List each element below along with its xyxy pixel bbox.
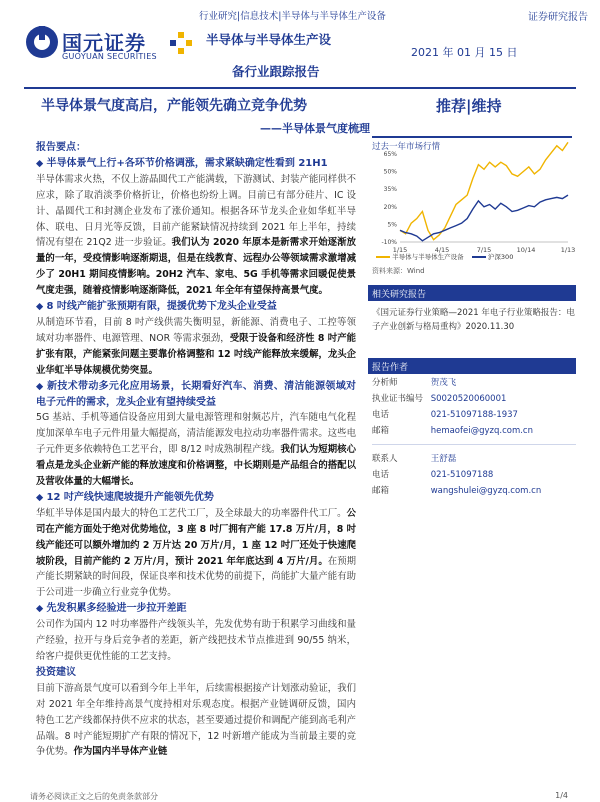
header-tags: 行业研究|信息技术|半导体与半导体生产设备 bbox=[199, 11, 386, 22]
x-tick-label: 1/13 bbox=[560, 246, 576, 254]
contact-email[interactable]: wangshulei@gyzq.com.cn bbox=[430, 486, 542, 496]
logo-text-en: GUOYUAN SECURITIES bbox=[62, 52, 157, 61]
analyst-row-name bbox=[372, 376, 456, 388]
paragraph-1 bbox=[36, 156, 356, 299]
contact-phone: 021-51097188 bbox=[430, 470, 494, 480]
point-3-text: 5G 基站、手机等通信设备应用到大量电源管理和射频芯片，汽车随电气化程度加深单车电子元件用量大幅提高，清洁能源发电拉动功率器件需求。这些电子元件更多依赖特色工艺平台，即 8/12 吋成熟制程产线。 bbox=[36, 412, 356, 456]
header-divider bbox=[24, 87, 576, 89]
y-tick-label: 35% bbox=[383, 186, 397, 194]
report-date: 2021 年 01 月 15 日 bbox=[411, 46, 518, 59]
point-3-bold: 我们认为短期核心看点是龙头企业新产能的释放速度和价格调整，中长期则是产品组合的搭配以及营收体量的大幅增长。 bbox=[36, 444, 356, 488]
series-line-hs300 bbox=[400, 195, 568, 241]
legend-label-b: 沪深300 bbox=[487, 253, 514, 261]
industry-name: 半导体与半导体生产设 bbox=[206, 32, 332, 47]
bullet-icon: ◆ bbox=[36, 491, 47, 503]
point-1-heading: 半导体景气上行+各环节价格调涨，需求紧缺确定性看到 21H1 bbox=[46, 157, 328, 169]
cert-label: 执业证书编号 bbox=[372, 394, 424, 404]
bullet-icon: ◆ bbox=[36, 157, 47, 169]
related-heading: 相关研究报告 bbox=[368, 285, 576, 301]
report-type-label: 证券研究报告 bbox=[528, 12, 588, 23]
paragraph-4 bbox=[36, 490, 356, 601]
phone-label: 电话 bbox=[372, 410, 390, 420]
point-2-bold: 受限于设备和经济性 8 吋产能扩张有限，产能紧张问题主要靠价格调整和 12 吋线产能释放来缓解，龙头企业华虹半导体规模优势突显。 bbox=[36, 332, 357, 376]
analyst-phone: 021-51097188-1937 bbox=[430, 410, 518, 420]
bullet-icon: ◆ bbox=[36, 301, 47, 313]
analyst-name: 贺茂飞 bbox=[430, 378, 457, 388]
section-heading-key-points: 报告要点： bbox=[36, 142, 86, 153]
paragraph-6 bbox=[36, 681, 356, 761]
logo-mark-icon bbox=[26, 26, 58, 58]
email-label: 邮箱 bbox=[372, 486, 390, 496]
point-5-heading: 先发积累多经验进一步拉开差距 bbox=[46, 603, 187, 615]
analyst-role-label: 分析师 bbox=[372, 378, 398, 388]
report-title: 半导体景气度高启，产能领先确立竞争优势 bbox=[41, 98, 307, 114]
analyst-row-cert bbox=[372, 392, 506, 404]
chart-source: 资料来源：Wind bbox=[372, 267, 425, 275]
point-2-heading: 8 吋线产能扩张预期有限，提援优势下龙头企业受益 bbox=[46, 301, 277, 313]
logo-text-cn: 国元证券 bbox=[62, 31, 146, 55]
point-4-text-2: 在预期产能长期紧缺的时间段，保证良率和技术优势的前提下，尚能扩大量产能有助于公司进一步确立行业竞争优势。 bbox=[36, 555, 356, 599]
report-series: 备行业跟踪报告 bbox=[232, 64, 320, 79]
y-tick-label: -10% bbox=[381, 239, 397, 246]
cert-number: S0020520060001 bbox=[430, 394, 507, 404]
x-tick-label: 10/14 bbox=[516, 246, 536, 254]
y-tick-label: 5% bbox=[387, 221, 397, 229]
point-3-heading: 新技术带动多元化应用场景，长期看好汽车、消费、清洁能源领域对电子元件的需求，龙头企业有望持续受益 bbox=[36, 380, 356, 408]
point-6-bold: 作为国内半导体产业链 bbox=[73, 746, 168, 758]
analyst-row-email bbox=[372, 424, 533, 436]
related-report: 《国元证券行业策略—2021 年电子行业策略报告：电子产业创新与格局重构》2020.11.30 bbox=[372, 308, 575, 332]
email-label: 邮箱 bbox=[372, 426, 390, 436]
analyst-email[interactable]: hemaofei@gyzq.com.cn bbox=[430, 426, 533, 436]
bullet-icon: ◆ bbox=[36, 603, 47, 615]
y-tick-label: 50% bbox=[383, 168, 397, 176]
market-chart bbox=[372, 150, 576, 268]
paragraph-3 bbox=[36, 379, 356, 490]
bullet-icon: ◆ bbox=[36, 380, 48, 392]
point-1-text: 半导体需求火热，不仅上游晶圆代工产能满载，下游测试、封装产能同样供不应求，除了取消淡季价格折让，价格也纷纷上调。目前已有部分硅片、IC 设计、晶圆代工和封测企业发布了涨价通知。根据各环节龙头企业如华虹半导体、联电、日月光等反馈，目前产能紧缺情况持续到 2021 年上半年，持续情况有望在 21Q2 进一步验证。 bbox=[36, 173, 356, 249]
contact-role-label: 联系人 bbox=[372, 454, 398, 464]
paragraph-2 bbox=[36, 299, 356, 379]
report-body bbox=[36, 140, 356, 760]
section-heading-investment: 投资建议 bbox=[36, 666, 76, 678]
footer-disclaimer: 请务必阅读正文之后的免责条款部分 bbox=[30, 792, 158, 801]
page-number: 1/4 bbox=[555, 791, 568, 800]
report-subtitle: ——半导体景气度梳理 bbox=[260, 122, 370, 135]
point-2-text: 从制造环节看，目前 8 吋产线供需失衡明显，新能源、消费电子、工控等领域对功率器件、电源管理、NOR 等需求强劲， bbox=[36, 316, 356, 344]
contact-row-phone bbox=[372, 468, 493, 480]
company-logo bbox=[26, 24, 198, 68]
phone-label: 电话 bbox=[372, 470, 390, 480]
y-tick-label: 65% bbox=[383, 151, 397, 158]
legend-swatch-b bbox=[472, 256, 486, 258]
x-tick-label: 1/15 bbox=[392, 246, 408, 254]
paragraph-5 bbox=[36, 601, 356, 665]
analyst-heading: 报告作者 bbox=[368, 358, 576, 374]
rating-label: 推荐|维持 bbox=[436, 97, 502, 115]
contact-row-email bbox=[372, 484, 541, 496]
chart-legend bbox=[376, 252, 513, 261]
analyst-row-phone bbox=[372, 408, 518, 420]
series-line-semiconductor bbox=[400, 142, 568, 239]
point-4-bold: 公司在产能方面处于绝对优势地位，3 座 8 吋厂拥有产能 17.8 万片/月，8 吋线产能还可以额外增加约 2 万片达 20 万片/月，1 座 12 吋厂还处于快速爬坡阶段，目前产能约 2 万片/月，预计 2021 年年底达到 4 万片/月。 bbox=[36, 507, 356, 567]
x-tick-label: 4/15 bbox=[434, 246, 450, 254]
analyst-divider bbox=[372, 444, 576, 445]
y-tick-label: 20% bbox=[383, 203, 397, 211]
legend-label-a: 半导体与半导体生产设备 bbox=[392, 253, 464, 261]
point-5-text: 公司作为国内 12 吋功率器件产线领头羊，先发优势有助于积累学习曲线和量产经验，拉开与身后竞争者的差距，新产线把技术节点推进到 90/55 纳米，给客户提供更优性能的工艺支持。 bbox=[36, 619, 356, 662]
point-4-text: 华虹半导体是国内最大的特色工艺代工厂，及全球最大的功率器件代工厂。 bbox=[36, 507, 347, 519]
chart-heading: 过去一年市场行情 bbox=[372, 136, 572, 148]
contact-name: 王舒磊 bbox=[430, 454, 457, 464]
point-4-heading: 12 吋产线快速爬坡提升产能领先优势 bbox=[46, 491, 214, 503]
point-1-bold: 我们认为 2020 年原本是新需求开始逐渐放量的一年，受疫情影响逐渐期退，但是在线教育、远程办公等领域需求激增减少了 20H1 期间疫情影响。20H2 汽车、家电、5G 手机等需求回暖促使景气度走强，随着疫情影响逐渐降低，2021 年全年有望保持高景气度。 bbox=[36, 237, 357, 297]
x-tick-label: 7/15 bbox=[476, 246, 492, 254]
point-6-text: 目前下游高景气度可以看到今年上半年，后续需根据接产计划涨动验证，我们对 2021 年全年维持高景气度持相对乐观态度。根据产业链调研反馈，国内特色工艺产线都保持供不应求的状态，甚至要通过提价和调配产能到高毛利产品端。8 吋产能短期扩产有限的情况下，12 吋新增产能成为当前最主要的竞争优势。 bbox=[36, 682, 356, 758]
contact-row-name bbox=[372, 452, 456, 464]
legend-swatch-a bbox=[376, 256, 390, 258]
